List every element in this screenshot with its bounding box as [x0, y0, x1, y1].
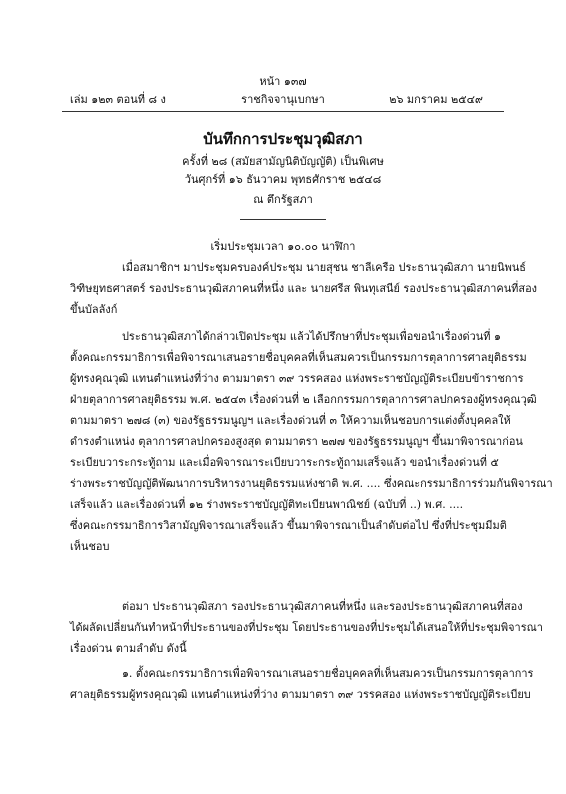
- paragraph-line: วิฑิษยุทธศาสตร์ รองประธานวุฒิสภาคนที่หนึ่ง และ นายศรีส พินทุเสนีย์ รองประธานวุฒิสภาคนที่สอง: [70, 282, 538, 295]
- paragraph-line: ๑. ตั้งคณะกรรมาธิการเพื่อพิจารณาเสนอรายชื่อบุคคลที่เห็นสมควรเป็นกรรมการตุลาการ: [121, 667, 534, 680]
- title-divider: [240, 219, 326, 220]
- paragraph-line: ผู้ทรงคุณวุฒิ แทนตำแหน่งที่ว่าง ตามมาตรา ๓๙ วรรคสอง แห่งพระราชบัญญัติระเบียบข้าราชการ: [70, 372, 524, 385]
- dateline: วันศุกร์ที่ ๑๖ ธันวาคม พุทธศักราช ๒๕๔๘: [184, 173, 382, 186]
- session-line: ครั้งที่ ๒๘ (สมัยสามัญนิติบัญญัติ) เป็นพิเศษ: [182, 155, 384, 168]
- paragraph-line: ได้ผลัดเปลี่ยนกันทำหน้าที่ประธานของที่ประชุม โดยประธานของที่ประชุมได้เสนอให้ที่ประชุมพิจารณา: [70, 621, 543, 634]
- header-divider: [62, 111, 504, 112]
- paragraph-line: ตั้งคณะกรรมาธิการเพื่อพิจารณาเสนอรายชื่อบุคคลที่เห็นสมควรเป็นกรรมการตุลาการศาลยุติธรรม: [70, 351, 527, 364]
- paragraph-line: ตามมาตรา ๒๗๘ (๓) ของรัฐธรรมนูญฯ และเรื่องด่วนที่ ๓ ให้ความเห็นชอบการแต่งตั้งบุคคลให้: [70, 414, 511, 427]
- paragraph-line: เมื่อสมาชิกฯ มาประชุมครบองค์ประชุม นายสุชน ชาลีเครือ ประธานวุฒิสภา นายนิพนธ์: [121, 261, 526, 274]
- paragraph-item-1: [70, 663, 534, 705]
- paragraph-line: ฝ่ายตุลาการศาลยุติธรรม พ.ศ. ๒๕๔๓ เรื่องด่วนที่ ๒ เลือกกรรมการตุลาการศาลปกครองผู้ทรงคุณวุฒิ: [70, 393, 537, 406]
- paragraph-opening: [70, 326, 553, 557]
- paragraph-line: ต่อมา ประธานวุฒิสภา รองประธานวุฒิสภาคนที่หนึ่ง และรองประธานวุฒิสภาคนที่สอง: [121, 600, 523, 613]
- paragraph-line: เห็นชอบ: [70, 540, 110, 553]
- paragraph-line: ร่างพระราชบัญญัติพัฒนาการบริหารงานยุติธรรมแห่งชาติ พ.ศ. .... ซึ่งคณะกรรมาธิการร่วมกันพิจารณา: [70, 477, 553, 490]
- paragraph-line: ศาลยุติธรรมผู้ทรงคุณวุฒิ แทนตำแหน่งที่ว่าง ตามมาตรา ๓๙ วรรคสอง แห่งพระราชบัญญัติระเบียบ: [70, 688, 531, 701]
- paragraph-attendance: [70, 257, 538, 320]
- venue: ณ ตึกรัฐสภา: [253, 193, 313, 206]
- paragraph-chairing: [70, 596, 543, 659]
- start-time: เริ่มประชุมเวลา ๑๐.๐๐ นาฬิกา: [210, 240, 356, 253]
- paragraph-line: ซึ่งคณะกรรมาธิการวิสามัญพิจารณาเสร็จแล้ว ขึ้นมาพิจารณาเป็นลำดับต่อไป ซึ่งที่ประชุมมีมติ: [70, 519, 507, 532]
- document-title: บันทึกการประชุมวุฒิสภา: [203, 130, 363, 148]
- paragraph-line: เสร็จแล้ว และเรื่องด่วนที่ ๑๒ ร่างพระราชบัญญัติทะเบียนพาณิชย์ (ฉบับที่ ..) พ.ศ. ....: [70, 498, 464, 511]
- paragraph-line: เรื่องด่วน ตามลำดับ ดังนี้: [70, 642, 187, 655]
- paragraph-line: ดำรงตำแหน่ง ตุลาการศาลปกครองสูงสุด ตามมาตรา ๒๗๗ ของรัฐธรรมนูญฯ ขึ้นมาพิจารณาก่อน: [70, 435, 523, 448]
- paragraph-line: ระเบียบวาระกระทู้ถาม และเมื่อพิจารณาระเบียบวาระกระทู้ถามเสร็จแล้ว ขอนำเรื่องด่วนที่ ๕: [70, 456, 499, 469]
- gazette-name: ราชกิจจานุเบกษา: [241, 93, 325, 106]
- paragraph-line: ขึ้นบัลลังก์: [70, 303, 118, 316]
- volume-info: เล่ม ๑๒๓ ตอนที่ ๘ ง: [70, 93, 166, 106]
- page-number: หน้า ๑๓๗: [259, 75, 307, 88]
- paragraph-line: ประธานวุฒิสภาได้กล่าวเปิดประชุม แล้วได้ปรึกษาที่ประชุมเพื่อขอนำเรื่องด่วนที่ ๑: [121, 330, 501, 343]
- issue-date: ๒๖ มกราคม ๒๕๔๙: [389, 93, 483, 106]
